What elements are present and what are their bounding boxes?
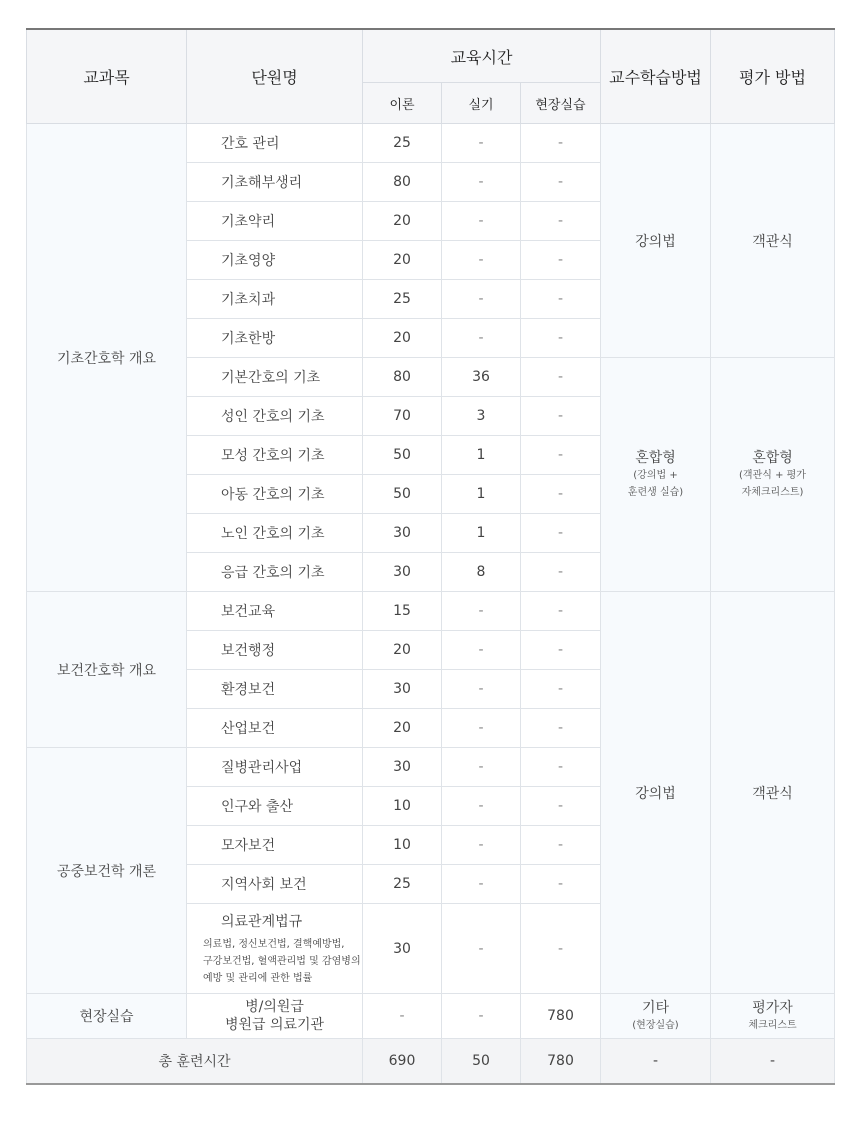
- field-hours: -: [521, 241, 601, 280]
- field-hours: -: [521, 436, 601, 475]
- theory-hours: 20: [363, 202, 442, 241]
- field-hours: -: [521, 514, 601, 553]
- total-eval: -: [711, 1039, 835, 1085]
- practice-hours: -: [442, 826, 521, 865]
- field-hours: -: [521, 826, 601, 865]
- practice-hours: 1: [442, 475, 521, 514]
- header-field: 현장실습: [521, 83, 601, 124]
- unit-name: 성인 간호의 기초: [187, 397, 363, 436]
- practice-hours: 3: [442, 397, 521, 436]
- fieldwork-unit: [187, 994, 363, 1039]
- unit-name: 모자보건: [187, 826, 363, 865]
- theory-hours: 20: [363, 709, 442, 748]
- unit-name-law: [187, 904, 363, 994]
- theory-hours: 50: [363, 436, 442, 475]
- unit-name: 환경보건: [187, 670, 363, 709]
- unit-name: 노인 간호의 기초: [187, 514, 363, 553]
- method-hybrid-label: 혼합형: [635, 449, 676, 466]
- total-label: 총 훈련시간: [27, 1039, 363, 1085]
- practice-hours: -: [442, 163, 521, 202]
- theory-hours: 15: [363, 592, 442, 631]
- theory-hours: 30: [363, 514, 442, 553]
- fieldwork-method-label: 기타: [641, 999, 670, 1016]
- fieldwork-eval-label: 평가자: [752, 999, 793, 1016]
- practice-hours: -: [442, 670, 521, 709]
- unit-law-detail-3: 예방 및 관리에 관한 법률: [203, 973, 313, 984]
- unit-name: 기초치과: [187, 280, 363, 319]
- field-hours: -: [521, 904, 601, 994]
- practice-hours: -: [442, 631, 521, 670]
- unit-law-detail-1: 의료법, 정신보건법, 결핵예방법,: [203, 939, 345, 950]
- theory-hours: 10: [363, 787, 442, 826]
- group-health: 보건간호학 개요: [27, 592, 187, 748]
- eval-hybrid-label: 혼합형: [752, 449, 793, 466]
- theory-hours: 80: [363, 358, 442, 397]
- fieldwork-method-note: (현장실습): [632, 1019, 679, 1031]
- unit-name: 기초해부생리: [187, 163, 363, 202]
- unit-name: 응급 간호의 기초: [187, 553, 363, 592]
- unit-name: 간호 관리: [187, 124, 363, 163]
- practice-hours: -: [442, 319, 521, 358]
- header-evaluation: 평가 방법: [711, 29, 835, 124]
- theory-hours: 20: [363, 241, 442, 280]
- field-hours: -: [521, 475, 601, 514]
- field-hours: -: [521, 397, 601, 436]
- unit-name: 인구와 출산: [187, 787, 363, 826]
- theory-hours: 25: [363, 865, 442, 904]
- header-practice: 실기: [442, 83, 521, 124]
- field-hours: -: [521, 592, 601, 631]
- practice-hours: -: [442, 865, 521, 904]
- eval-hybrid-note1: (객관식 + 평가: [739, 469, 806, 481]
- unit-name: 질병관리사업: [187, 748, 363, 787]
- theory-hours: 30: [363, 748, 442, 787]
- practice-hours: -: [442, 280, 521, 319]
- unit-name: 기초한방: [187, 319, 363, 358]
- total-method: -: [601, 1039, 711, 1085]
- group-fieldwork: 현장실습: [27, 994, 187, 1039]
- method-lecture-2: 강의법: [601, 592, 711, 994]
- fieldwork-eval-note: 체크리스트: [748, 1019, 797, 1031]
- field-hours: -: [521, 553, 601, 592]
- unit-name: 모성 간호의 기초: [187, 436, 363, 475]
- field-hours: -: [521, 319, 601, 358]
- field-hours: -: [521, 865, 601, 904]
- field-hours: -: [521, 358, 601, 397]
- fieldwork-practice: -: [442, 994, 521, 1039]
- header-method: [601, 29, 711, 124]
- table-row-total: [27, 1039, 835, 1085]
- practice-hours: 8: [442, 553, 521, 592]
- practice-hours: -: [442, 709, 521, 748]
- method-hybrid-note1: (강의법 +: [633, 469, 678, 481]
- practice-hours: 1: [442, 436, 521, 475]
- method-lecture: 강의법: [601, 124, 711, 358]
- theory-hours: 20: [363, 631, 442, 670]
- fieldwork-method: [601, 994, 711, 1039]
- eval-hybrid-note2: 자체크리스트): [741, 486, 804, 498]
- theory-hours: 25: [363, 124, 442, 163]
- curriculum-table: [26, 28, 835, 1085]
- field-hours: -: [521, 748, 601, 787]
- practice-hours: -: [442, 592, 521, 631]
- header-subject: 교과목: [27, 29, 187, 124]
- unit-name: 기본간호의 기초: [187, 358, 363, 397]
- field-hours: -: [521, 787, 601, 826]
- theory-hours: 30: [363, 904, 442, 994]
- theory-hours: 50: [363, 475, 442, 514]
- fieldwork-field: 780: [521, 994, 601, 1039]
- fieldwork-unit-line1: 병/의원급: [245, 999, 304, 1015]
- group-basic: 기초간호학 개요: [27, 124, 187, 592]
- theory-hours: 80: [363, 163, 442, 202]
- eval-hybrid: [711, 358, 835, 592]
- fieldwork-theory: -: [363, 994, 442, 1039]
- field-hours: -: [521, 631, 601, 670]
- unit-name: 기초약리: [187, 202, 363, 241]
- fieldwork-eval: [711, 994, 835, 1039]
- method-hybrid-note2: 훈련생 실습): [627, 486, 684, 498]
- curriculum-table-wrapper: [26, 28, 834, 1085]
- unit-law-title: 의료관계법규: [221, 914, 303, 930]
- theory-hours: 10: [363, 826, 442, 865]
- header-method-line1: 교수학습: [609, 68, 671, 87]
- unit-name: 지역사회 보건: [187, 865, 363, 904]
- header-theory: 이론: [363, 83, 442, 124]
- table-row: [27, 124, 835, 163]
- fieldwork-unit-line2: 병원급 의료기관: [224, 1017, 325, 1033]
- table-row: [27, 592, 835, 631]
- field-hours: -: [521, 280, 601, 319]
- field-hours: -: [521, 202, 601, 241]
- practice-hours: -: [442, 241, 521, 280]
- practice-hours: 36: [442, 358, 521, 397]
- header-method-line2: 방법: [670, 68, 702, 87]
- practice-hours: -: [442, 904, 521, 994]
- field-hours: -: [521, 163, 601, 202]
- practice-hours: 1: [442, 514, 521, 553]
- table-row-fieldwork: [27, 994, 835, 1039]
- total-practice: 50: [442, 1039, 521, 1085]
- practice-hours: -: [442, 202, 521, 241]
- unit-name: 산업보건: [187, 709, 363, 748]
- unit-name: 보건교육: [187, 592, 363, 631]
- theory-hours: 30: [363, 553, 442, 592]
- header-unit: 단원명: [187, 29, 363, 124]
- unit-name: 기초영양: [187, 241, 363, 280]
- header-hours: 교육시간: [363, 29, 601, 83]
- eval-objective: 객관식: [711, 124, 835, 358]
- theory-hours: 25: [363, 280, 442, 319]
- field-hours: -: [521, 709, 601, 748]
- unit-name: 아동 간호의 기초: [187, 475, 363, 514]
- theory-hours: 30: [363, 670, 442, 709]
- unit-name: 보건행정: [187, 631, 363, 670]
- eval-objective-2: 객관식: [711, 592, 835, 994]
- group-public: 공중보건학 개론: [27, 748, 187, 994]
- unit-law-detail-2: 구강보건법, 혈액관리법 및 감염병의: [203, 956, 361, 967]
- practice-hours: -: [442, 124, 521, 163]
- total-field: 780: [521, 1039, 601, 1085]
- field-hours: -: [521, 124, 601, 163]
- method-hybrid: [601, 358, 711, 592]
- practice-hours: -: [442, 748, 521, 787]
- theory-hours: 70: [363, 397, 442, 436]
- practice-hours: -: [442, 787, 521, 826]
- total-theory: 690: [363, 1039, 442, 1085]
- field-hours: -: [521, 670, 601, 709]
- theory-hours: 20: [363, 319, 442, 358]
